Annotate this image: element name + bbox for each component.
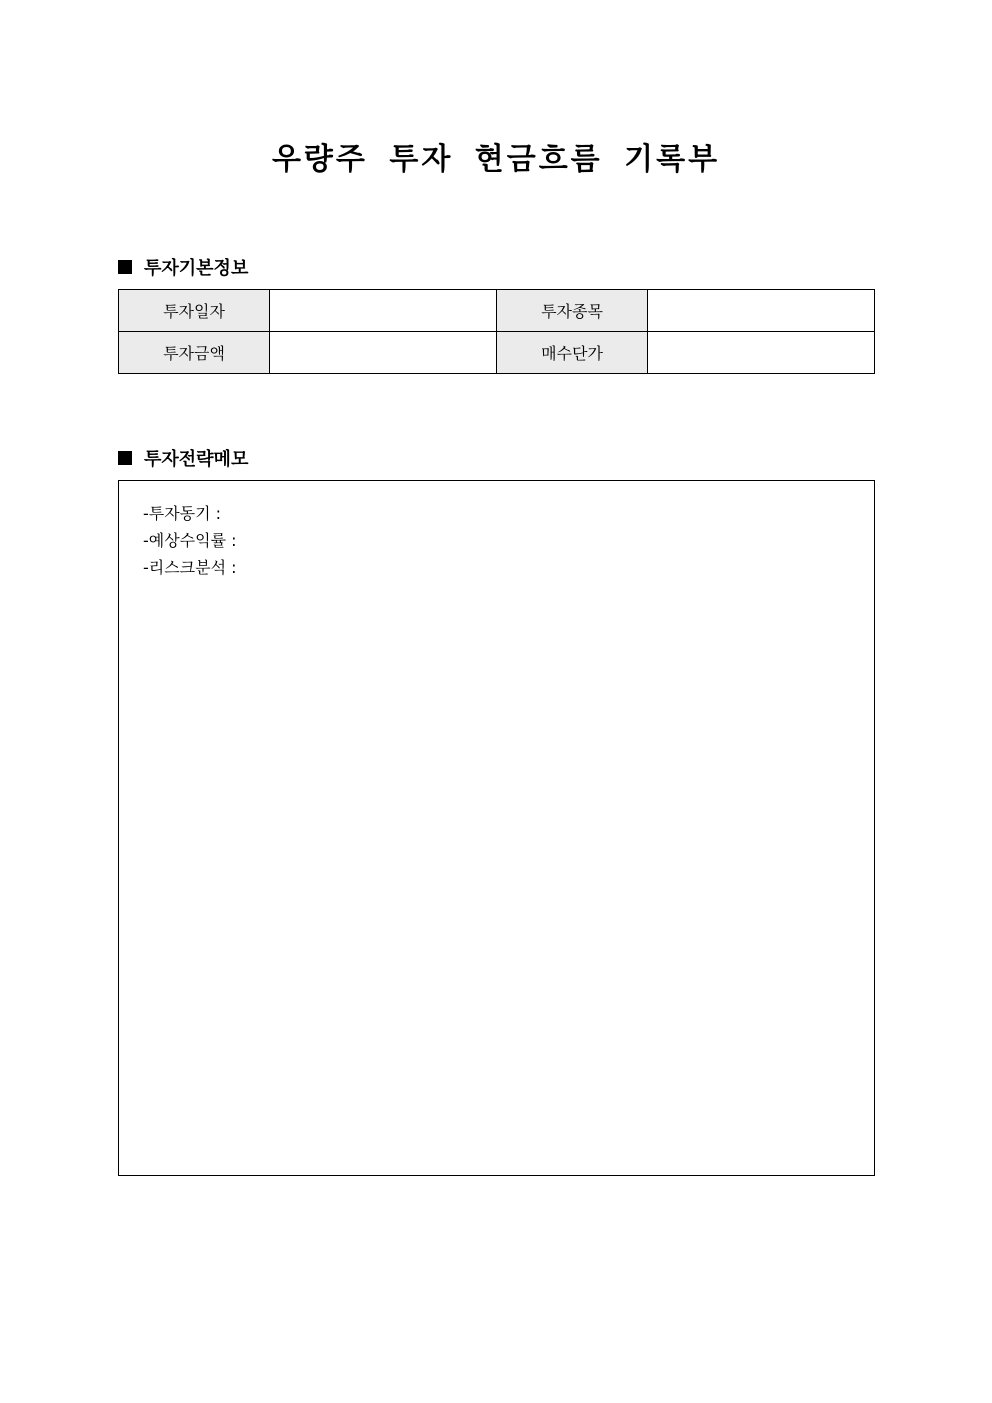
label-cell: 투자일자 [119,290,270,332]
memo-line-risk-analysis: -리스크분석 : [143,558,237,577]
basic-info-table [118,289,875,374]
label-cell: 매수단가 [497,332,648,374]
square-bullet-icon [118,451,132,465]
memo-line-expected-return: -예상수익률 : [143,531,237,550]
label-cell: 투자종목 [497,290,648,332]
investment-amount-field[interactable] [270,332,497,374]
label-cell: 투자금액 [119,332,270,374]
investment-stock-field[interactable] [648,290,875,332]
table-row [119,332,875,374]
investment-date-field[interactable] [270,290,497,332]
section-heading-text: 투자전략메모 [144,449,249,470]
section-heading-text: 투자기본정보 [144,258,249,279]
table-row [119,290,875,332]
section-heading-strategy-memo [118,445,248,471]
memo-line-motive: -투자동기 : [143,504,222,523]
section-heading-basic-info [118,254,248,280]
square-bullet-icon [118,260,132,274]
purchase-price-field[interactable] [648,332,875,374]
page-title: 우량주 투자 현금흐름 기록부 [271,142,721,177]
strategy-memo-box[interactable] [118,480,875,1176]
